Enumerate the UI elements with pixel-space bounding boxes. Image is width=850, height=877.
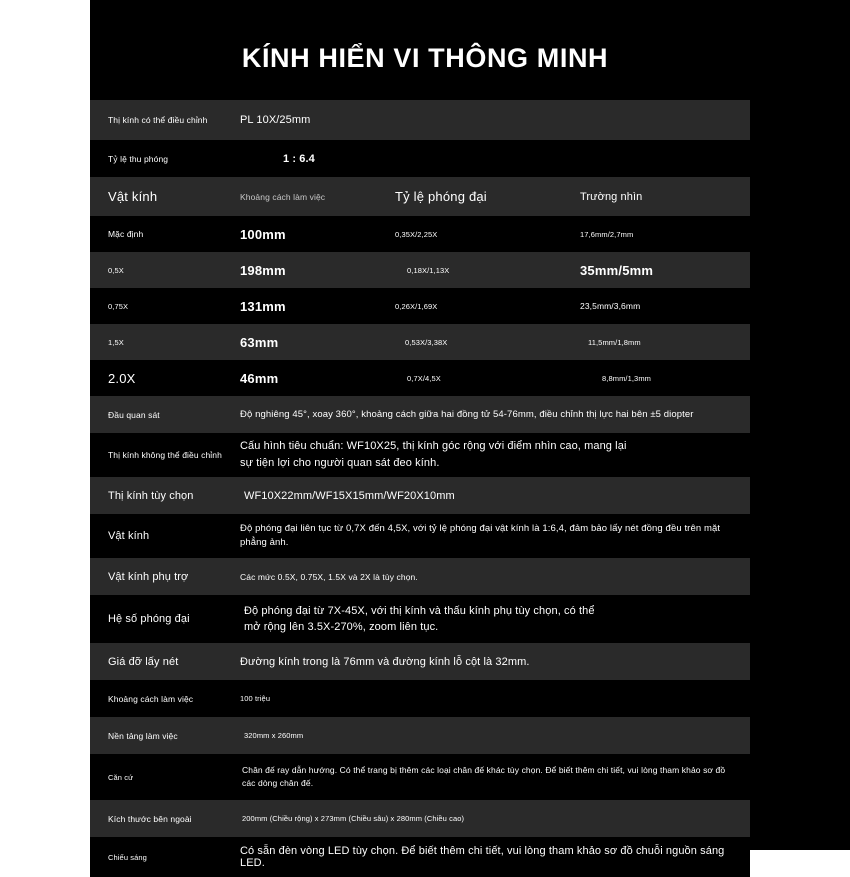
- table-row: [90, 558, 750, 595]
- row-label: Kích thước bên ngoài: [108, 813, 192, 824]
- table-row: [90, 643, 750, 680]
- row-value: Cấu hình tiêu chuẩn: WF10X25, thị kính góc rộng với điểm nhìn cao, mang lại sự tiện lợi cho người quan sát đeo kính.: [240, 440, 627, 470]
- row-label: Thị kính không thể điều chỉnh: [108, 450, 222, 461]
- table-row: [90, 360, 750, 396]
- cell-working-distance: 63mm: [240, 334, 279, 350]
- cell-working-distance: 46mm: [240, 370, 279, 386]
- row-value: Chân đế ray dẫn hướng. Có thể trang bị thêm các loại chân đế khác tùy chọn. Để biết thêm chi tiết, vui lòng tham khảo sơ đồ các dòng chân đế.: [242, 765, 726, 789]
- cell-working-distance: 198mm: [240, 262, 286, 278]
- cell-magnification: 0,35X/2,25X: [395, 229, 438, 239]
- row-label: 0,5X: [108, 265, 124, 275]
- row-value: PL 10X/25mm: [240, 114, 311, 127]
- table-row: [90, 477, 750, 514]
- row-label: Căn cứ: [108, 772, 134, 782]
- table-row: [90, 100, 750, 140]
- row-value: 320mm x 260mm: [244, 731, 304, 741]
- row-label: Thị kính tùy chọn: [108, 489, 194, 502]
- table-row: [90, 595, 750, 643]
- table-row: [90, 288, 750, 324]
- row-value: Đường kính trong là 76mm và đường kính lỗ cột là 32mm.: [240, 655, 530, 668]
- table-row: [90, 140, 750, 177]
- row-value: Độ nghiêng 45°, xoay 360°, khoảng cách giữa hai đồng tử 54-76mm, điều chỉnh thị lực hai bên ±5 diopter: [240, 409, 694, 421]
- column-header-field-of-view: Trường nhìn: [580, 190, 643, 203]
- row-label: Đầu quan sát: [108, 409, 160, 420]
- row-label: Vật kính phụ trợ: [108, 570, 189, 583]
- row-label: 1,5X: [108, 337, 124, 347]
- table-row: [90, 396, 750, 433]
- row-value: 100 triệu: [240, 694, 271, 704]
- cell-field-of-view: 11,5mm/1,8mm: [588, 337, 641, 347]
- row-value: Các mức 0.5X, 0.75X, 1.5X và 2X là tùy chọn.: [240, 571, 418, 582]
- table-row: [90, 216, 750, 252]
- row-label: Khoảng cách làm việc: [108, 693, 194, 704]
- table-row: [90, 252, 750, 288]
- row-label: 0,75X: [108, 301, 129, 311]
- table-row: [90, 754, 750, 800]
- page-title: KÍNH HIỂN VI THÔNG MINH: [241, 43, 609, 73]
- column-header-working-distance: Khoảng cách làm việc: [240, 191, 326, 202]
- cell-magnification: 0,7X/4,5X: [407, 373, 441, 383]
- row-value: WF10X22mm/WF15X15mm/WF20X10mm: [244, 489, 455, 502]
- row-label: Chiếu sáng: [108, 852, 147, 862]
- row-label: Mặc định: [108, 229, 144, 240]
- cell-magnification: 0,18X/1,13X: [407, 265, 450, 275]
- table-row: [90, 680, 750, 717]
- row-label: Vật kính: [108, 530, 150, 543]
- cell-field-of-view: 35mm/5mm: [580, 262, 654, 278]
- table-row: [90, 514, 750, 558]
- cell-working-distance: 100mm: [240, 226, 286, 242]
- row-value: Có sẵn đèn vòng LED tùy chọn. Để biết thêm chi tiết, vui lòng tham khảo sơ đồ chuỗi nguồn sáng LED.: [240, 845, 725, 870]
- cell-field-of-view: 17,6mm/2,7mm: [580, 229, 634, 239]
- table-row: [90, 324, 750, 360]
- cell-field-of-view: 8,8mm/1,3mm: [602, 373, 652, 383]
- table-row: [90, 717, 750, 754]
- table-row: [90, 837, 750, 877]
- row-label: Giá đỡ lấy nét: [108, 655, 179, 668]
- cell-magnification: 0,53X/3,38X: [405, 337, 448, 347]
- table-row: [90, 800, 750, 837]
- row-label: Tỷ lệ thu phóng: [108, 153, 169, 164]
- cell-working-distance: 131mm: [240, 298, 286, 314]
- cell-magnification: 0,26X/1,69X: [395, 301, 438, 311]
- row-label: Hệ số phóng đại: [108, 613, 190, 626]
- spec-sheet-page: [90, 0, 850, 870]
- row-value: Độ phóng đại từ 7X-45X, với thị kính và thấu kính phụ tùy chọn, có thể mở rộng lên 3.5X-270%, zoom liên tục.: [244, 604, 595, 634]
- specification-table: [90, 100, 750, 877]
- row-value: 200mm (Chiều rộng) x 273mm (Chiều sâu) x 280mm (Chiều cao): [242, 814, 465, 824]
- table-row: [90, 433, 750, 477]
- row-value: 1 : 6.4: [283, 152, 315, 165]
- row-value: Độ phóng đại liên tục từ 0,7X đến 4,5X, với tỷ lệ phóng đại vật kính là 1:6,4, đảm bảo lấy nét đồng đều trên mặt phẳng ảnh.: [240, 522, 721, 549]
- row-label: Nền tảng làm việc: [108, 730, 178, 741]
- cell-field-of-view: 23,5mm/3,6mm: [580, 301, 641, 312]
- table-header-row: [90, 177, 750, 216]
- row-label: 2.0X: [108, 370, 136, 386]
- objective-header-label: Vật kính: [108, 189, 158, 205]
- column-header-magnification: Tỷ lệ phóng đại: [395, 189, 487, 205]
- row-label: Thị kính có thể điều chỉnh: [108, 115, 208, 126]
